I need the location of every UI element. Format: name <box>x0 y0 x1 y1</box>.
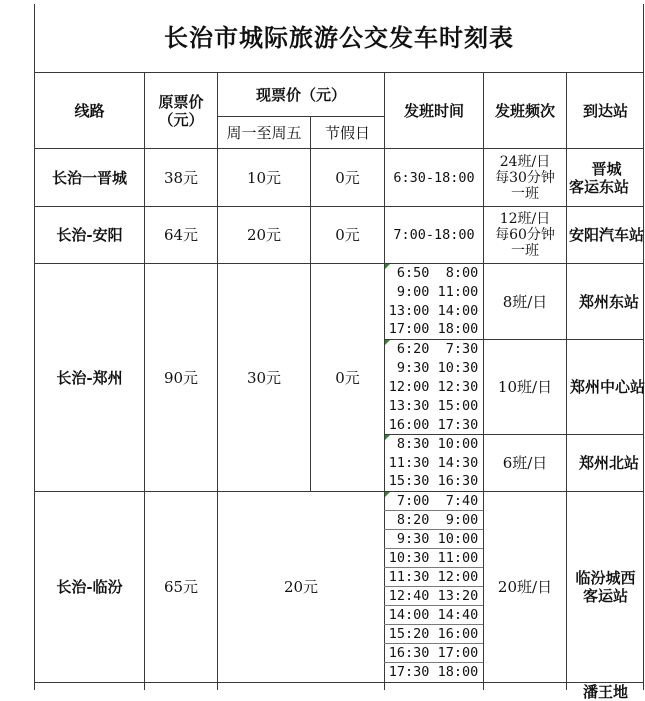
header-current-price: 现票价（元） <box>255 85 346 104</box>
grid-line <box>34 682 644 683</box>
departure-time: 12:40 13:20 <box>388 588 479 604</box>
row-weekday-price: 30元 <box>246 368 282 387</box>
departure-time: 15:20 16:00 <box>388 626 479 642</box>
departure-time: 17:00 18:00 <box>388 321 479 337</box>
row-holiday-price: 0元 <box>335 168 360 187</box>
row-current-price: 20元 <box>283 578 319 596</box>
row-holiday-price: 0元 <box>335 368 360 387</box>
departure-time: 9:30 10:30 <box>388 360 479 376</box>
row-destination: 晋城 客运东站 <box>569 159 630 196</box>
header-destination: 到达站 <box>582 101 628 120</box>
row-destination: 安阳汽车站 <box>569 226 645 244</box>
departure-time: 11:30 12:00 <box>388 569 479 585</box>
header-frequency: 发班频次 <box>494 101 555 120</box>
row-frequency: 12班/日 每60分钟 一班 <box>495 211 555 259</box>
header-weekday: 周一至周五 <box>226 123 302 142</box>
row-departure-times: 6:30-18:00 <box>393 169 475 186</box>
partial-row-destination: 潘王地 <box>582 683 628 701</box>
row-frequency: 20班/日 <box>497 578 553 596</box>
row-weekday-price: 10元 <box>246 168 282 187</box>
header-holiday: 节假日 <box>324 123 370 142</box>
departure-time: 6:50 8:00 <box>388 265 479 281</box>
departure-time: 17:30 18:00 <box>388 664 479 680</box>
departure-time: 9:00 11:00 <box>388 284 479 300</box>
row-destination: 临汾城西 客运站 <box>575 569 636 605</box>
header-departure: 发班时间 <box>403 101 464 120</box>
departure-time: 10:30 11:00 <box>388 550 479 566</box>
row-route: 长治-临汾 <box>56 578 123 596</box>
departure-time: 13:00 14:00 <box>388 303 479 319</box>
departure-time: 9:30 10:00 <box>388 531 479 547</box>
row-original-price: 65元 <box>163 578 199 596</box>
page-title: 长治市城际旅游公交发车时刻表 <box>164 24 514 52</box>
departure-time: 11:30 14:30 <box>388 455 479 471</box>
row-departure-times: 7:00-18:00 <box>393 227 475 243</box>
departure-time: 8:30 10:00 <box>388 436 479 452</box>
departure-time: 15:30 16:30 <box>388 473 479 489</box>
row-route: 长治-安阳 <box>56 226 123 244</box>
row-weekday-price: 20元 <box>246 226 282 244</box>
row-original-price: 90元 <box>163 368 199 387</box>
row-route: 长治-郑州 <box>56 368 123 387</box>
departure-time: 13:30 15:00 <box>388 398 479 414</box>
row-route: 长治一晋城 <box>51 168 127 187</box>
row-destination: 郑州东站 <box>579 292 640 311</box>
row-original-price: 64元 <box>163 226 199 244</box>
departure-time: 16:00 17:30 <box>388 417 479 433</box>
departure-time: 16:30 17:00 <box>388 645 479 661</box>
row-frequency: 10班/日 <box>497 378 553 396</box>
departure-time: 7:00 7:40 <box>388 493 479 509</box>
departure-time: 14:00 14:40 <box>388 607 479 623</box>
header-original-price: 原票价 （元） <box>158 92 204 129</box>
row-holiday-price: 0元 <box>335 226 360 244</box>
row-original-price: 38元 <box>163 168 199 187</box>
departure-time: 12:00 12:30 <box>388 379 479 395</box>
departure-time: 8:20 9:00 <box>388 512 479 528</box>
row-destination: 郑州北站 <box>579 454 640 472</box>
row-frequency: 24班/日 每30分钟 一班 <box>495 153 555 202</box>
row-destination: 郑州中心站 <box>570 378 645 396</box>
row-frequency: 8班/日 <box>502 292 548 311</box>
row-frequency: 6班/日 <box>502 454 548 472</box>
departure-time: 6:20 7:30 <box>388 341 479 357</box>
header-route: 线路 <box>74 101 105 120</box>
